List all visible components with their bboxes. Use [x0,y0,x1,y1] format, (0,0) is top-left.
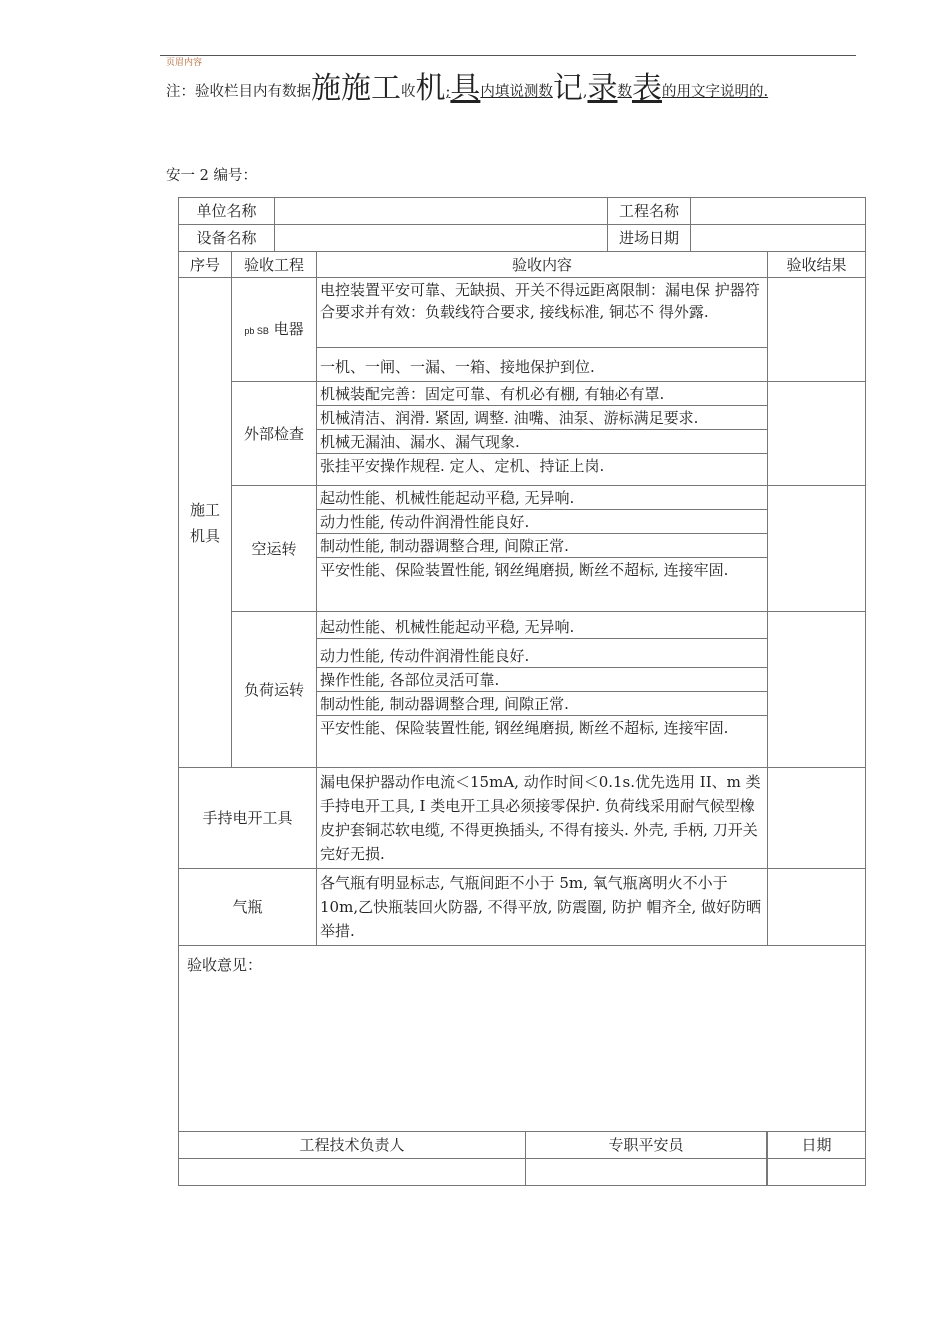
item-load: 负荷运转 [232,612,317,768]
result-load[interactable] [768,612,866,768]
col-item: 验收工程 [232,252,317,278]
group-label: 施工机具 [179,278,232,768]
note-big-5: 录 [587,71,618,106]
note-line [166,66,876,115]
idle-line-4: 平安性能、保险装置性能, 钢丝绳磨损, 断丝不超标, 连接牢固. [320,561,729,579]
result-electrical[interactable] [768,278,866,382]
load-line-3: 操作性能, 各部位灵活可靠. [317,668,767,692]
electrical-line-1: 电控装置平安可靠、无缺损、开关不得远距离限制：漏电保 护器符合要求并有效：负载线符合要求, 接线标准, 铜芯不 得外露. [317,278,767,348]
sign-tech-lead-field[interactable] [179,1159,526,1186]
note-big-2: 机 [415,71,446,106]
project-name-field[interactable] [691,198,865,224]
col-no: 序号 [179,252,232,278]
note-mid-2: 内填说测数 [480,84,553,100]
content-external [317,382,768,486]
electrical-prefix: pb SB [244,325,269,336]
content-electrical [317,278,768,382]
opinion-field[interactable] [179,946,866,1132]
electrical-line-2: 一机、一闸、一漏、一箱、接地保护到位. [320,358,595,376]
item-electrical [232,278,317,382]
note-big-6: 表 [632,71,662,106]
col-content: 验收内容 [317,252,768,278]
note-mid-1: 收 [401,84,416,100]
sign-date-field[interactable] [768,1159,866,1186]
load-line-1: 起动性能、机械性能起动平稳, 无异响. [317,612,767,639]
external-line-1: 机械装配完善：固定可靠、有机必有棚, 有轴必有罩. [317,382,767,406]
entry-date-label: 进场日期 [608,225,691,251]
form-code: 安一 2 编号： [166,168,257,184]
result-idle[interactable] [768,486,866,612]
header-text: 页眉内容 [166,58,203,68]
header-rule [160,55,856,56]
note-big-1: 施施工 [311,71,401,106]
external-line-4: 张挂平安操作规程. 定人、定机、持证上岗. [320,457,605,475]
sign-date-label: 日期 [768,1132,866,1159]
result-handheld[interactable] [768,768,866,869]
external-line-2: 机械清洁、润滑. 紧固, 调整. 油嘴、油泵、游标满足要求. [317,406,767,430]
result-external[interactable] [768,382,866,486]
content-idle [317,486,768,612]
entry-date-group [608,225,866,252]
content-handheld: 漏电保护器动作电流＜15mA, 动作时间＜0.1s.优先选用 II、m 类手持电开工具, I 类电开工具必须接零保护. 负荷线采用耐气候型橡皮护套铜芯软电缆, 不得更换插头, 不得有接头. 外壳, 手柄, 刀开关完好无损. [317,768,768,869]
note-sep-1: ; [445,84,451,100]
idle-line-2: 动力性能, 传动件润滑性能良好. [317,510,767,534]
sign-safety-field[interactable] [526,1159,768,1186]
note-sep-2: , [582,84,588,100]
item-external: 外部检查 [232,382,317,486]
idle-line-1: 起动性能、机械性能起动平稳, 无异响. [317,486,767,510]
note-suffix: 的用文字说明的. [662,84,769,100]
result-gas[interactable] [768,869,866,946]
item-idle: 空运转 [232,486,317,612]
device-name-label: 设备名称 [179,225,275,252]
note-prefix: 注：验收栏目内有数据 [166,84,311,100]
project-name-label: 工程名称 [608,198,691,224]
item-gas: 气瓶 [179,869,317,946]
note-big-3: 具 [450,71,481,106]
device-name-field[interactable] [275,225,608,252]
sign-safety-label: 专职平安员 [526,1132,767,1158]
unit-name-label: 单位名称 [179,198,275,225]
sign-safety-group [526,1132,768,1159]
content-load [317,612,768,768]
load-line-4: 制动性能, 制动器调整合理, 间隙正常. [317,692,767,716]
unit-name-field[interactable] [275,198,608,225]
idle-line-3: 制动性能, 制动器调整合理, 间隙正常. [317,534,767,558]
note-big-4: 记 [552,71,583,106]
load-line-5: 平安性能、保险装置性能, 钢丝绳磨损, 断丝不超标, 连接牢固. [320,719,729,737]
project-name-group [608,198,866,225]
electrical-label: 电器 [273,319,304,338]
load-line-2: 动力性能, 传动件润滑性能良好. [317,639,767,668]
inspection-form [178,197,866,1186]
item-handheld: 手持电开工具 [179,768,317,869]
sign-tech-lead-label: 工程技术负责人 [179,1132,526,1159]
note-mid-3: 数 [617,84,632,100]
entry-date-field[interactable] [691,225,865,251]
external-line-3: 机械无漏油、漏水、漏气现象. [317,430,767,454]
content-gas: 各气瓶有明显标志, 气瓶间距不小于 5m, 氧气瓶离明火不小于 10m,乙快瓶装回火防器, 不得平放, 防震圈, 防护 帽齐全, 做好防晒举措. [317,869,768,946]
col-result: 验收结果 [768,252,866,278]
opinion-label: 验收意见： [187,956,263,974]
